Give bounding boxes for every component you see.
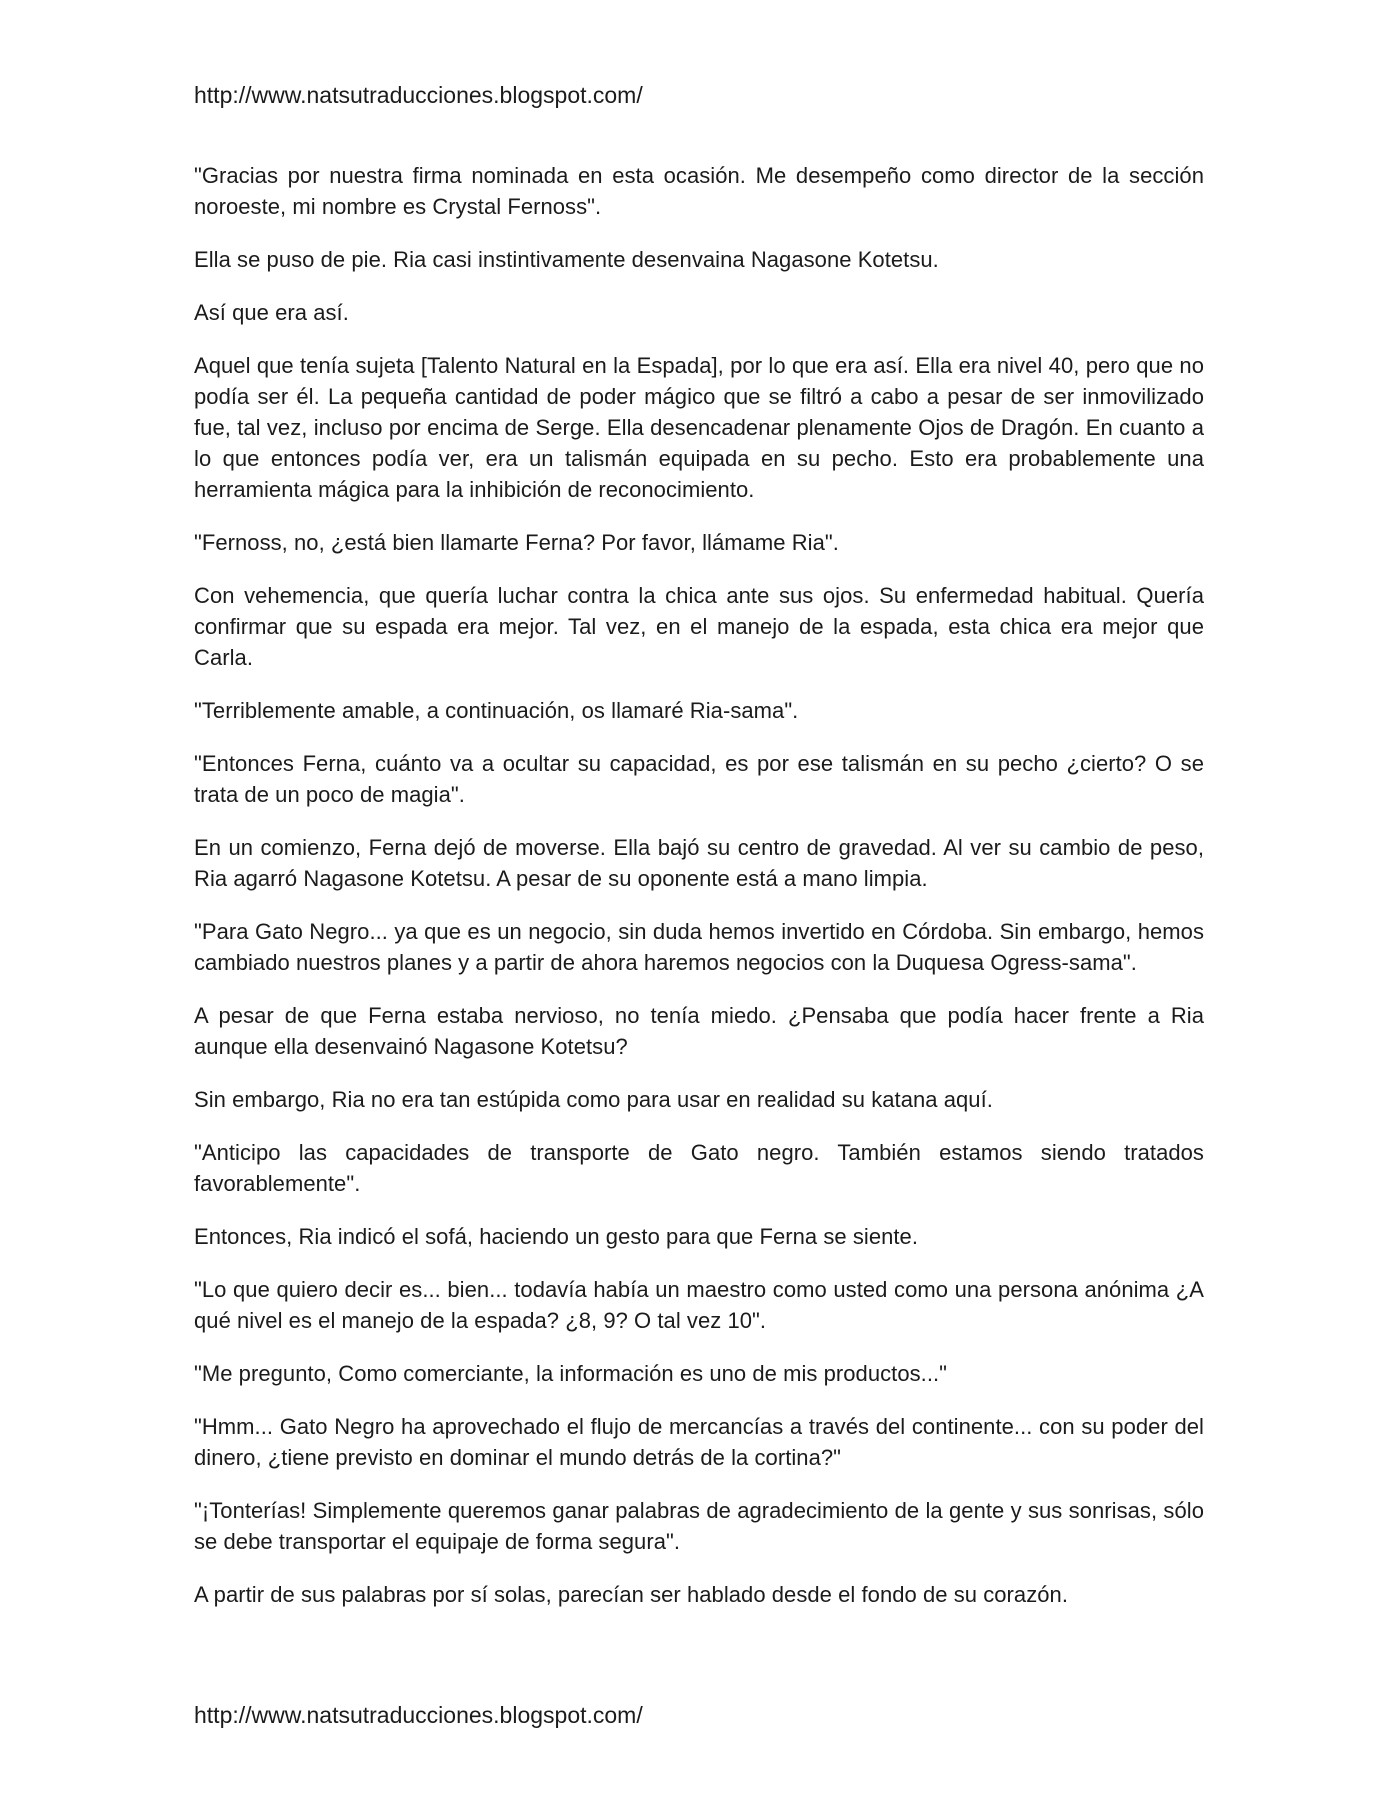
- paragraph: Así que era así.: [194, 300, 349, 325]
- paragraph: "Entonces Ferna, cuánto va a ocultar su capacidad, es por ese talismán en su pecho ¿cierto? O se trata de un poco de magia".: [194, 751, 1204, 807]
- footer-url: http://www.natsutraducciones.blogspot.com/: [194, 1702, 643, 1728]
- paragraph: "¡Tonterías! Simplemente queremos ganar palabras de agradecimiento de la gente y sus sonrisas, sólo se debe transportar el equipaje de forma segura".: [194, 1498, 1204, 1554]
- paragraph: "Me pregunto, Como comerciante, la información es uno de mis productos...": [194, 1361, 948, 1386]
- paragraph: "Gracias por nuestra firma nominada en esta ocasión. Me desempeño como director de la sección noroeste, mi nombre es Crystal Fernoss".: [194, 163, 1204, 219]
- header-url: http://www.natsutraducciones.blogspot.com/: [194, 82, 643, 108]
- paragraph: "Anticipo las capacidades de transporte de Gato negro. También estamos siendo tratados favorablemente".: [194, 1140, 1204, 1196]
- paragraph: "Terriblemente amable, a continuación, os llamaré Ria-sama".: [194, 698, 799, 723]
- paragraph: Entonces, Ria indicó el sofá, haciendo un gesto para que Ferna se siente.: [194, 1224, 918, 1249]
- paragraph: "Fernoss, no, ¿está bien llamarte Ferna? Por favor, llámame Ria".: [194, 530, 839, 555]
- paragraph: "Hmm... Gato Negro ha aprovechado el flujo de mercancías a través del continente... con su poder del dinero, ¿tiene previsto en dominar el mundo detrás de la cortina?": [194, 1414, 1204, 1470]
- paragraph: Aquel que tenía sujeta [Talento Natural en la Espada], por lo que era así. Ella era nivel 40, pero que no podía ser él. La pequeña cantidad de poder mágico que se filtró a cabo a pesar de ser inmovilizado fue, tal vez, incluso por encima de Serge. Ella desencadenar plenamente Ojos de Dragón. En cuanto a lo que entonces podía ver, era un talismán equipada en su pecho. Esto era probablemente una herramienta mágica para la inhibición de reconocimiento.: [194, 353, 1204, 502]
- paragraph: A partir de sus palabras por sí solas, parecían ser hablado desde el fondo de su corazón.: [194, 1582, 1068, 1607]
- paragraph: Ella se puso de pie. Ria casi instintivamente desenvaina Nagasone Kotetsu.: [194, 247, 939, 272]
- paragraph: "Para Gato Negro... ya que es un negocio, sin duda hemos invertido en Córdoba. Sin embargo, hemos cambiado nuestros planes y a partir de ahora haremos negocios con la Duquesa Ogress-sama".: [194, 919, 1204, 975]
- body-text: [194, 160, 1204, 1632]
- paragraph: En un comienzo, Ferna dejó de moverse. Ella bajó su centro de gravedad. Al ver su cambio de peso, Ria agarró Nagasone Kotetsu. A pesar de su oponente está a mano limpia.: [194, 835, 1204, 891]
- paragraph: A pesar de que Ferna estaba nervioso, no tenía miedo. ¿Pensaba que podía hacer frente a Ria aunque ella desenvainó Nagasone Kotetsu?: [194, 1003, 1204, 1059]
- paragraph: Sin embargo, Ria no era tan estúpida como para usar en realidad su katana aquí.: [194, 1087, 993, 1112]
- paragraph: "Lo que quiero decir es... bien... todavía había un maestro como usted como una persona anónima ¿A qué nivel es el manejo de la espada? ¿8, 9? O tal vez 10".: [194, 1277, 1204, 1333]
- paragraph: Con vehemencia, que quería luchar contra la chica ante sus ojos. Su enfermedad habitual. Quería confirmar que su espada era mejor. Tal vez, en el manejo de la espada, esta chica era mejor que Carla.: [194, 583, 1204, 670]
